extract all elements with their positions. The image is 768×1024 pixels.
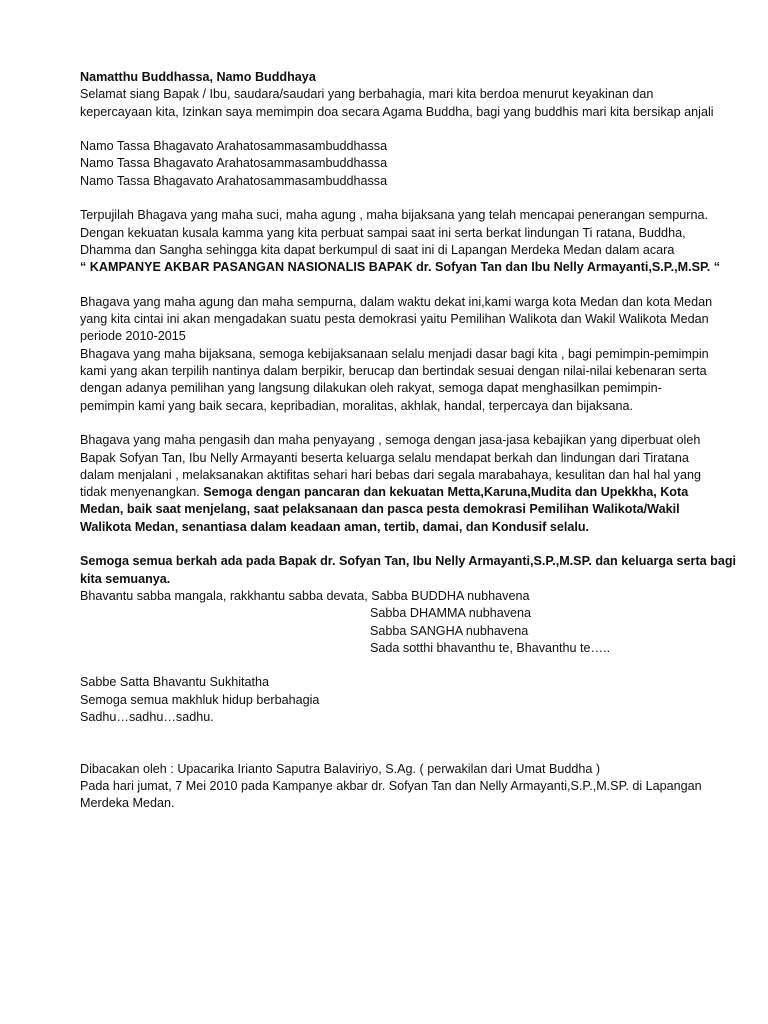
footer-line: Dibacakan oleh : Upacarika Irianto Saputra Balaviriyo, S.Ag. ( perwakilan dari Umat Buddha ): [80, 761, 601, 776]
closing-line: Sadhu…sadhu…sadhu.: [80, 709, 214, 724]
prayer-line: Bapak Sofyan Tan, Ibu Nelly Armayanti beserta keluarga selalu mendapat berkah dan lindungan dari Tiratana: [80, 450, 689, 465]
closing-line: Semoga semua makhluk hidup berbahagia: [80, 692, 320, 707]
prayer-line-bold: Medan, baik saat menjelang, saat pelaksanaan dan pasca pesta demokrasi Pemilihan Walikota/Wakil: [80, 502, 680, 517]
namo-line: Namo Tassa Bhagavato Arahatosammasambuddhassa: [80, 156, 388, 171]
opening-line: kepercayaan kita, Izinkan saya memimpin doa secara Agama Buddha, bagi yang buddhis mari kita bersikap anjali: [80, 104, 714, 119]
prayer-line: Bhagava yang maha bijaksana, semoga kebijaksanaan selalu menjadi dasar bagi kita , bagi pemimpin-pemimpin: [80, 346, 709, 361]
opening-title: Namatthu Buddhassa, Namo Buddhaya: [80, 70, 316, 84]
chant-line-indented: Sada sotthi bhavanthu te, Bhavanthu te…..: [370, 640, 611, 655]
paragraph-gap: [80, 415, 730, 432]
prayer-line-bold: Walikota Medan, senantiasa dalam keadaan aman, tertib, damai, dan Kondusif selalu.: [80, 519, 590, 534]
prayer-text-regular: tidak menyenangkan.: [80, 485, 200, 500]
blessing-line-bold: Semoga semua berkah ada pada Bapak dr. Sofyan Tan, Ibu Nelly Armayanti,S.P.,M.SP. dan keluarga serta bagi: [80, 554, 737, 569]
praise-line: Terpujilah Bhagava yang maha suci, maha agung , maha bijaksana yang telah mencapai penerangan sempurna.: [80, 208, 709, 223]
footer-line: Merdeka Medan.: [80, 796, 175, 811]
closing-line: Sabbe Satta Bhavantu Sukhitatha: [80, 675, 270, 690]
prayer-line: Bhagava yang maha agung dan maha sempurna, dalam waktu dekat ini,kami warga kota Medan dan kota Medan: [80, 294, 713, 309]
opening-line: Selamat siang Bapak / Ibu, saudara/saudari yang berbahagia, mari kita berdoa menurut keyakinan dan: [80, 87, 654, 102]
paragraph-gap: [80, 744, 730, 761]
prayer-text-bold: Semoga dengan pancaran dan kekuatan Metta,Karuna,Mudita dan Upekkha, Kota: [199, 485, 689, 500]
paragraph-gap: [80, 190, 730, 207]
prayer-line: dalam menjalani , melaksanakan aktifitas sehari hari bebas dari segala marabahaya, kesulitan dan hal hal yang: [80, 467, 701, 482]
paragraph-gap: [80, 726, 730, 743]
document-body: [80, 69, 737, 813]
chant-line-indented: Sabba DHAMMA nubhavena: [370, 606, 532, 621]
prayer-line: periode 2010-2015: [80, 329, 186, 344]
prayer-line: kami yang akan terpilih nantinya dalam berpikir, berucap dan bertindak sesuai dengan nilai-nilai kebenaran serta: [80, 364, 707, 379]
namo-line: Namo Tassa Bhagavato Arahatosammasambuddhassa: [80, 139, 388, 154]
paragraph-gap: [80, 536, 730, 553]
prayer-line: Bhagava yang maha pengasih dan maha penyayang , semoga dengan jasa-jasa kebajikan yang diperbuat oleh: [80, 433, 701, 448]
chant-line: Bhavantu sabba mangala, rakkhantu sabba devata, Sabba BUDDHA nubhavena: [80, 588, 530, 603]
paragraph-gap: [80, 277, 730, 294]
namo-line: Namo Tassa Bhagavato Arahatosammasambuddhassa: [80, 173, 388, 188]
prayer-line-mixed: [80, 484, 730, 501]
prayer-line: yang kita cintai ini akan mengadakan suatu pesta demokrasi yaitu Pemilihan Walikota dan Wakil Walikota Medan: [80, 312, 709, 327]
praise-line: Dhamma dan Sangha sehingga kita dapat berkumpul di saat ini di Lapangan Merdeka Medan dalam acara: [80, 242, 675, 257]
chant-line-indented: Sabba SANGHA nubhavena: [370, 623, 529, 638]
praise-line: Dengan kekuatan kusala kamma yang kita perbuat sampai saat ini serta berkat lindungan Ti ratana, Buddha,: [80, 225, 686, 240]
blessing-line-bold: kita semuanya.: [80, 571, 171, 586]
event-title: “ KAMPANYE AKBAR PASANGAN NASIONALIS BAPAK dr. Sofyan Tan dan Ibu Nelly Armayanti,S.P.,M.SP. “: [80, 260, 721, 275]
prayer-line: pemimpin kami yang baik secara, kepribadian, moralitas, akhlak, handal, terpercaya dan bijaksana.: [80, 398, 634, 413]
prayer-line: dengan adanya pemilihan yang langsung dilakukan oleh rakyat, semoga dapat menghasilkan pemimpin-: [80, 381, 662, 396]
paragraph-gap: [80, 121, 730, 138]
paragraph-gap: [80, 657, 730, 674]
footer-line: Pada hari jumat, 7 Mei 2010 pada Kampanye akbar dr. Sofyan Tan dan Nelly Armayanti,S.P.,M.SP. di Lapangan: [80, 779, 702, 794]
